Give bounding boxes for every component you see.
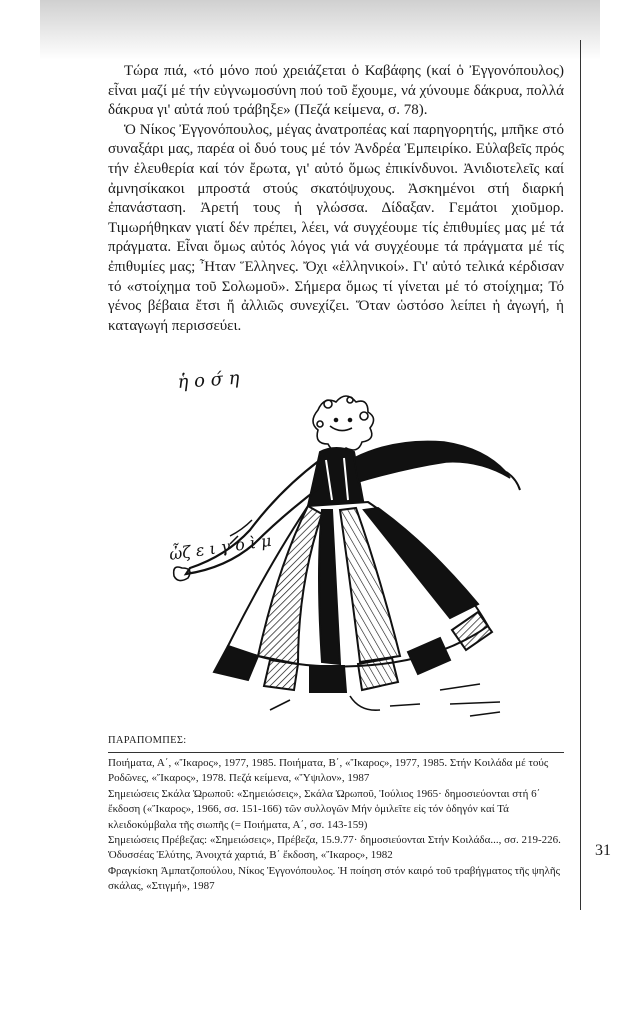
notes-heading: ΠΑΡΑΠΟΜΠΕΣ:	[108, 735, 187, 746]
notes-list	[108, 756, 564, 895]
margin-rule	[580, 40, 581, 910]
paragraph-1: Τώρα πιά, «τό μόνο πού χρειάζεται ὁ Καβάφης (καί ὁ Ἐγγονόπουλος) εἶναι μαζί μέ τήν εὐγνωμοσύνη πού τοῦ ἔχουμε, νά χύνουμε δάκρυα, πολλά δάκρυα γι' αὐτά πού τράβηξε» (Πεζά κείμενα, σ. 78).	[108, 63, 564, 119]
note-item: Σημειώσεις Πρέβεζας: «Σημειώσεις», Πρέβεζα, 15.9.77· δημοσιεύονται Στήν Κοιλάδα..., σσ. 219-226.	[108, 834, 561, 847]
dancer-skirt	[214, 502, 492, 692]
drawing-signature: ὦζ ε ι γ ο ὶ μ	[167, 530, 273, 564]
note-item: Ποιήματα, Α΄, «Ἴκαρος», 1977, 1985. Ποιήματα, Β΄, «Ἴκαρος», 1977, 1985. Στήν Κοιλάδα μέ τούς Ροδῶνες, «Ἴκαρος», 1978. Πεζά κείμενα, «Ὕψιλον», 1987	[108, 757, 549, 785]
main-text	[108, 62, 564, 336]
notes-divider	[108, 752, 564, 753]
note-item: Ὀδυσσέας Ἐλύτης, Ἀνοιχτά χαρτιά, Β΄ ἔκδοση, «Ἴκαρος», 1982	[108, 849, 393, 862]
note-item: Φραγκίσκη Ἀμπατζοπούλου, Νίκος Ἐγγονόπουλος. Ἡ ποίηση στόν καιρό τοῦ τραβήγματος τῆς ψηλῆς σκάλας, «Στιγμή», 1987	[108, 864, 560, 893]
scan-shadow	[40, 0, 600, 60]
note-item: Σημειώσεις Σκάλα Ὠρωποῦ: «Σημειώσεις», Σκάλα Ὠρωποῦ, Ἰούλιος 1965· δημοσιεύονται στή 6΄ ἔκδοση («Ἴκαρος», 1966, σσ. 151-166) τῶν συλλογῶν Μήν ὁμιλεῖτε εἰς τόν ὁδηγόν καί Τά κλειδοκύμβαλα τῆς σιωπῆς (= Ποιήματα, Α΄, σσ. 143-159)	[108, 787, 541, 831]
page-number: 31	[595, 842, 611, 859]
paragraph-2: Ὁ Νίκος Ἐγγονόπουλος, μέγας ἀνατροπέας καί παρηγορητής, μπῆκε στό συναξάρι μας, παρέα οἱ δυό τους μέ τόν Ἀνδρέα Ἐμπειρίκο. Εὐλαβεῖς πρός τήν ἐλευθερία καί τόν ἔρωτα, γι' αὐτό ὅμως ἐπικίνδυνοι. Ἀνιδιοτελεῖς καί ἀμνησίκακοι μπροστά στούς σκατόψυχους. Ἀσκημένοι στή διαρκή ἐπανάσταση. Ἀρετή τους ἡ γλώσσα. Δίδαξαν. Γεμάτοι χιοῦμορ. Τιμωρήθηκαν γιατί δέν πρέπει, λέει, νά συγχέουμε τίς ἐπιθυμίες μας μέ τά πράγματα. Εἶναι ὅμως αὐτός λόγος γιά νά συγχέουμε τά πράγματα μέ τίς ἐπιθυμίες μας; Ἦταν Ἕλληνες. Ὄχι «ἑλληνικοί». Γι' αὐτό τελικά κέρδισαν τό «στοίχημα τοῦ Σολωμοῦ». Σήμερα ὅμως τί γίνεται μέ τό στοίχημα; Τό γένος βέβαια ἔτσι ἤ ἀλλιῶς συνεχίζει. Ὅταν ὡστόσο λείπει ἡ ἀγωγή, ἡ καταγωγή περισσεύει.	[108, 121, 564, 334]
dancer-arm-right	[354, 441, 510, 482]
dancer-head	[313, 396, 374, 451]
drawing-caption-top: ἡ ο σ́ η	[176, 367, 241, 393]
dancer-illustration	[150, 360, 530, 730]
